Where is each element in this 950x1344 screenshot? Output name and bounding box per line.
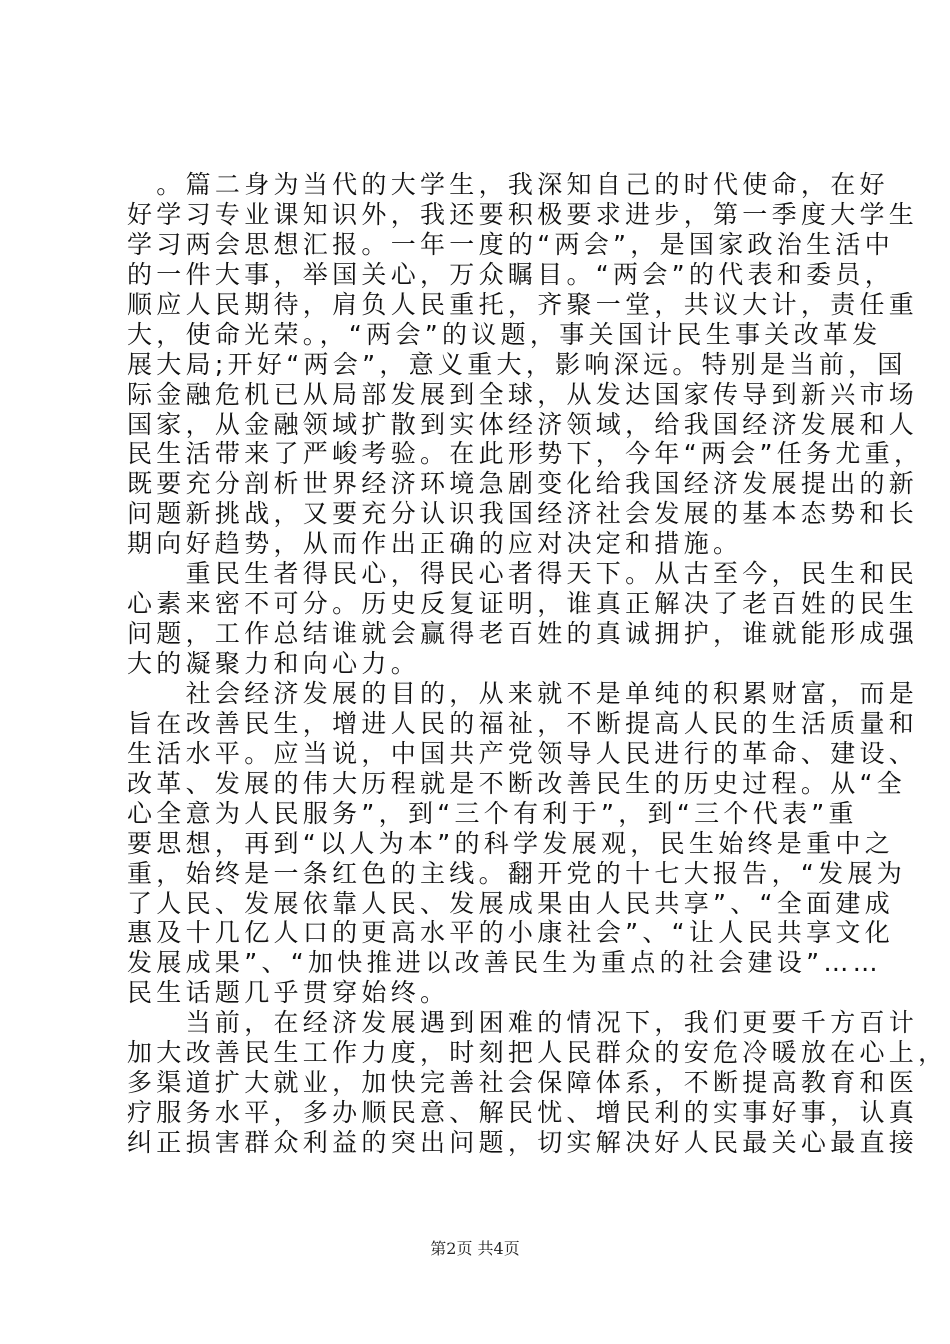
text-line: 问题，工作总结谁就会赢得老百姓的真诚拥护，谁就能形成强 (127, 619, 919, 649)
text-line: 惠及十几亿人口的更高水平的小康社会”、“让人民共享文化 (127, 918, 895, 948)
text-line: 疗服务水平，多办顺民意、解民忧、增民利的实事好事，认真 (127, 1098, 919, 1128)
text-line: 社会经济发展的目的，从来就不是单纯的积累财富，而是 (127, 678, 919, 708)
text-line: 展大局;开好“两会”，意义重大，影响深远。特别是当前，国 (127, 349, 907, 379)
text-line: 好学习专业课知识外，我还要积极要求进步，第一季度大学生 (127, 199, 919, 229)
text-line: 要思想，再到“以人为本”的科学发展观，民生始终是重中之 (127, 828, 895, 858)
text-line: 学习两会思想汇报。一年一度的“两会”，是国家政治生活中 (127, 229, 895, 259)
text-line: 国家，从金融领域扩散到实体经济领域，给我国经济发展和人 (127, 409, 919, 439)
text-line: 当前，在经济发展遇到困难的情况下，我们更要千方百计 (127, 1008, 919, 1038)
text-line: 纠正损害群众利益的突出问题，切实解决好人民最关心最直接 (127, 1128, 919, 1157)
page-footer: 第2页 共4页 (430, 1239, 520, 1258)
text-line: 际金融危机已从局部发展到全球，从发达国家传导到新兴市场 (127, 379, 919, 409)
text-line: 民生话题几乎贯穿始终。 (127, 978, 450, 1008)
text-line: 改革、发展的伟大历程就是不断改善民生的历史过程。从“全 (127, 768, 907, 798)
text-line: 心素来密不可分。历史反复证明，谁真正解决了老百姓的民生 (127, 589, 919, 619)
text-line: 加大改善民生工作力度，时刻把人民群众的安危冷暖放在心上， (127, 1038, 948, 1068)
text-line: 顺应人民期待，肩负人民重托，齐聚一堂，共议大计，责任重 (127, 289, 919, 319)
text-line: 问题新挑战，又要充分认识我国经济社会发展的基本态势和长 (127, 499, 919, 529)
text-line: 多渠道扩大就业，加快完善社会保障体系，不断提高教育和医 (127, 1068, 919, 1098)
text-line: 旨在改善民生，增进人民的福祉，不断提高人民的生活质量和 (127, 708, 919, 738)
body-text (127, 170, 948, 1158)
text-line: 既要充分剖析世界经济环境急剧变化给我国经济发展提出的新 (127, 469, 919, 499)
text-line: 民生活带来了严峻考验。在此形势下，今年“两会”任务尤重， (127, 439, 924, 469)
text-line: 的一件大事，举国关心，万众瞩目。“两会”的代表和委员， (127, 259, 895, 289)
text-line: 期向好趋势，从而作出正确的应对决定和措施。 (127, 529, 743, 559)
text-line: 了人民、发展依靠人民、发展成果由人民共享”、“全面建成 (127, 888, 895, 918)
text-line: 心全意为人民服务”，到“三个有利于”，到“三个代表”重 (127, 798, 858, 828)
text-line: 。篇二身为当代的大学生，我深知自己的时代使命，在好 (127, 170, 889, 199)
text-line: 发展成果”、“加快推进以改善民生为重点的社会建设”…… (127, 948, 882, 978)
text-line: 生活水平。应当说，中国共产党领导人民进行的革命、建设、 (127, 738, 919, 768)
text-line: 大，使命光荣。，“两会”的议题，事关国计民生事关改革发 (127, 319, 882, 349)
text-line: 重，始终是一条红色的主线。翻开党的十七大报告，“发展为 (127, 858, 907, 888)
text-line: 重民生者得民心，得民心者得天下。从古至今，民生和民 (127, 559, 919, 589)
text-line: 大的凝聚力和向心力。 (127, 649, 421, 678)
